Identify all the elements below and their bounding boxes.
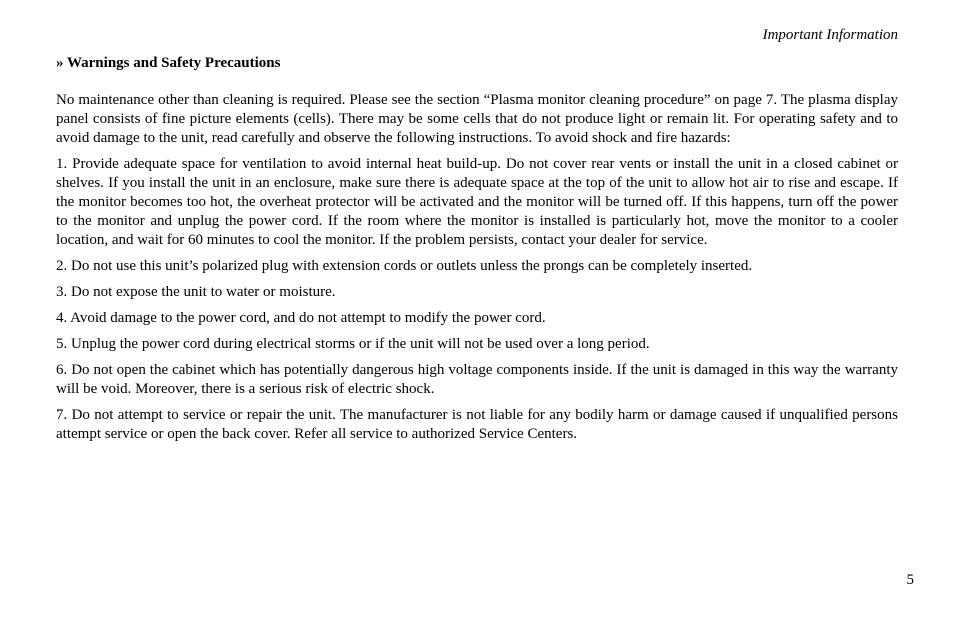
safety-item-1: 1. Provide adequate space for ventilation to avoid internal heat build-up. Do not cover rear vents or install the unit in a closed cabinet or shelves. If you install the unit in an enclosure, make sure there is adequate space at the top of the unit to allow hot air to rise and escape. If the monitor becomes too hot, the overheat protector will be activated and the monitor will be turned off. If this happens, turn off the power to the monitor and unplug the power cord. If the room where the monitor is installed is particularly hot, move the monitor to a cooler location, and wait for 60 minutes to cool the monitor. If the problem persists, contact your dealer for service.	[56, 156, 898, 248]
safety-item-2: 2. Do not use this unit’s polarized plug with extension cords or outlets unless the prongs can be completely inserted.	[56, 258, 753, 274]
safety-item-4: 4. Avoid damage to the power cord, and do not attempt to modify the power cord.	[56, 310, 546, 326]
running-header: Important Information	[762, 27, 898, 43]
safety-item-5: 5. Unplug the power cord during electrical storms or if the unit will not be used over a long period.	[56, 336, 650, 352]
page-content	[56, 54, 898, 451]
safety-item-6: 6. Do not open the cabinet which has potentially dangerous high voltage components inside. If the unit is damaged in this way the warranty will be void. Moreover, there is a serious risk of electric shock.	[56, 362, 898, 397]
page-number: 5	[906, 572, 914, 588]
section-title: » Warnings and Safety Precautions	[56, 55, 281, 71]
intro-paragraph: No maintenance other than cleaning is required. Please see the section “Plasma monitor cleaning procedure” on page 7. The plasma display panel consists of fine picture elements (cells). There may be some cells that do not produce light or remain lit. For operating safety and to avoid damage to the unit, read carefully and observe the following instructions. To avoid shock and fire hazards:	[56, 92, 898, 146]
safety-item-3: 3. Do not expose the unit to water or moisture.	[56, 284, 336, 300]
safety-item-7: 7. Do not attempt to service or repair the unit. The manufacturer is not liable for any bodily harm or damage caused if unqualified persons attempt service or open the back cover. Refer all service to authorized Service Centers.	[56, 407, 898, 442]
